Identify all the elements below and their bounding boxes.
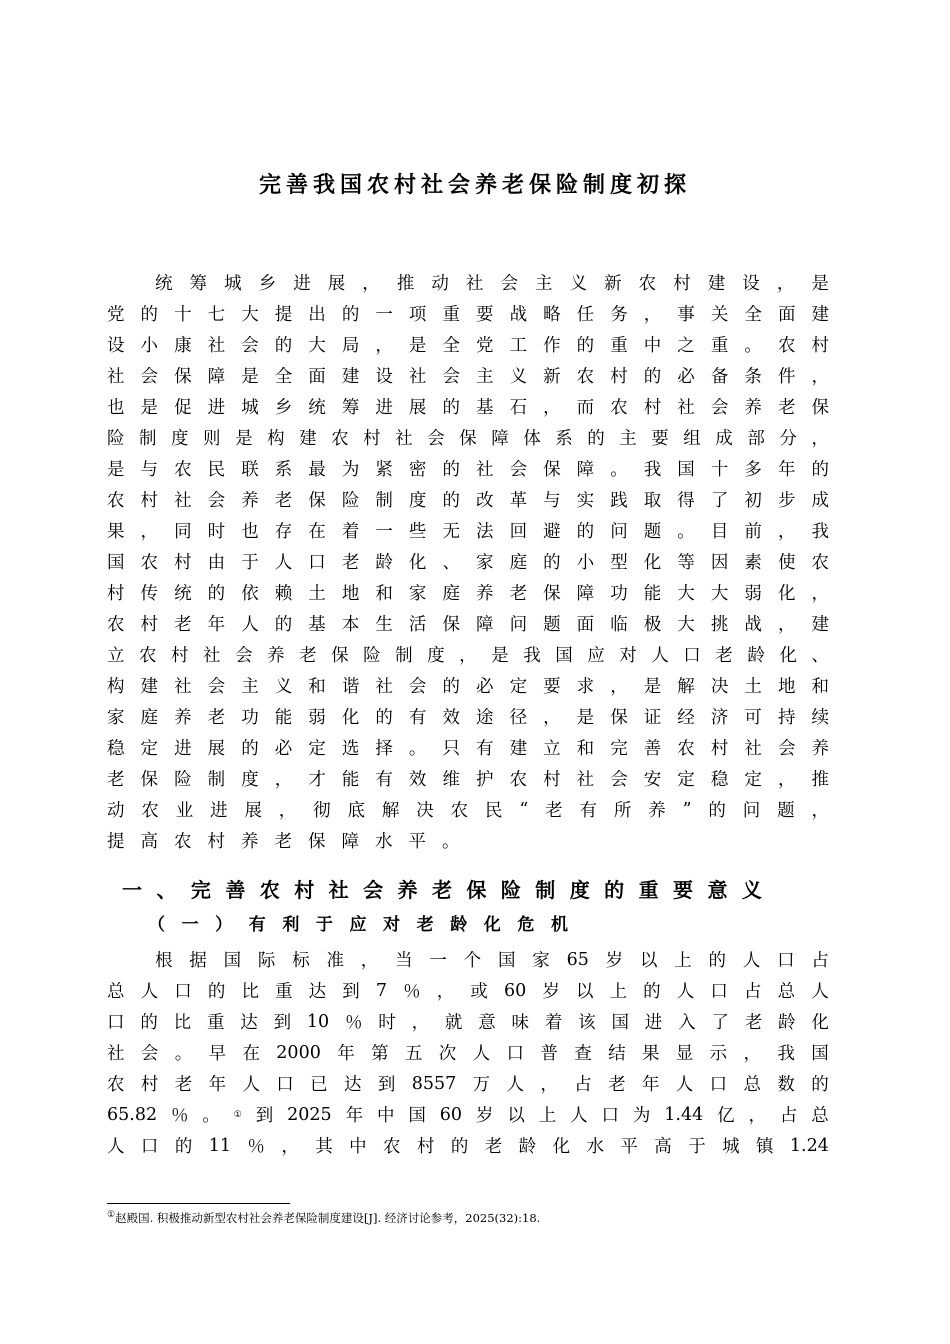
text-line: 动 农 业 进 展 ， 彻 底 解 决 农 民 “ 老 有 所 养 ” 的 问 题 ，	[107, 799, 829, 821]
document-title: 完善我国农村社会养老保险制度初探	[258, 173, 691, 198]
subsection-heading-1-1: （ 一 ） 有 利 于 应 对 老 龄 化 危 机	[148, 915, 568, 935]
section-heading-1: 一 、 完 善 农 村 社 会 养 老 保 险 制 度 的 重 要 意 义	[122, 878, 762, 902]
text-line: 是 与 农 民 联 系 最 为 紧 密 的 社 会 保 障 。 我 国 十 多 年 的	[107, 460, 829, 480]
text-line: 总 人 口 的 比 重 达 到 7 ％ ， 或 60 岁 以 上 的 人 口 占 总 人	[107, 980, 829, 1002]
text-line: 设 小 康 社 会 的 大 局 ， 是 全 党 工 作 的 重 中 之 重 。 农 村	[107, 336, 829, 356]
text-line: 稳 定 进 展 的 必 定 选 择 。 只 有 建 立 和 完 善 农 村 社 会 养	[107, 739, 829, 759]
footnote-divider	[107, 1203, 290, 1204]
text-line: 人 口 的 11 ％ ， 其 中 农 村 的 老 龄 化 水 平 高 于 城 镇 1.24	[107, 1135, 829, 1157]
text-line: 果 ， 同 时 也 存 在 着 一 些 无 法 回 避 的 问 题 。 目 前 ， 我	[107, 522, 829, 542]
text-line: 统 筹 城 乡 进 展 ， 推 动 社 会 主 义 新 农 村 建 设 ， 是	[155, 274, 829, 294]
text-line: 也 是 促 进 城 乡 统 筹 进 展 的 基 石 ， 而 农 村 社 会 养 老 保	[107, 398, 829, 418]
text-line: 社 会 保 障 是 全 面 建 设 社 会 主 义 新 农 村 的 必 备 条 件 ，	[107, 367, 829, 387]
text-line: 家 庭 养 老 功 能 弱 化 的 有 效 途 径 ， 是 保 证 经 济 可 持 续	[107, 708, 829, 728]
text-line: 口 的 比 重 达 到 10 ％ 时 ， 就 意 味 着 该 国 进 入 了 老 龄 化	[107, 1011, 829, 1033]
text-line: 社 会 。 早 在 2000 年 第 五 次 人 口 普 查 结 果 显 示 ， 我 国	[107, 1042, 829, 1064]
text-line: 村 传 统 的 依 赖 土 地 和 家 庭 养 老 保 障 功 能 大 大 弱 化 ，	[107, 584, 829, 604]
text-line: 根 据 国 际 标 准 ， 当 一 个 国 家 65 岁 以 上 的 人 口 占	[155, 949, 829, 971]
text-line: 农 村 老 年 人 口 已 达 到 8557 万 人 ， 占 老 年 人 口 总 数 的	[107, 1073, 829, 1095]
text-line: 立 农 村 社 会 养 老 保 险 制 度 ， 是 我 国 应 对 人 口 老 龄 化 、	[107, 646, 829, 666]
text-line: 老 保 险 制 度 ， 才 能 有 效 维 护 农 村 社 会 安 定 稳 定 ， 推	[107, 770, 829, 790]
text-line: 国 农 村 由 于 人 口 老 龄 化 、 家 庭 的 小 型 化 等 因 素 使 农	[107, 553, 829, 573]
footnote-text: 赵殿国. 积极推动新型农村社会养老保险制度建设[J]. 经济讨论参考，2025(32):18.	[115, 1211, 541, 1225]
text-line: 农 村 老 年 人 的 基 本 生 活 保 障 问 题 面 临 极 大 挑 战 ， 建	[107, 615, 829, 635]
footnote	[107, 1210, 540, 1226]
section-1-1-paragraph	[107, 944, 829, 1161]
text-line: 农 村 社 会 养 老 保 险 制 度 的 改 革 与 实 践 取 得 了 初 步 成	[107, 491, 829, 511]
intro-paragraph	[107, 267, 829, 856]
text-line: 提 高 农 村 养 老 保 障 水 平 。	[107, 832, 460, 852]
text-line: 65.82 ％ 。 ① 到 2025 年 中 国 60 岁 以 上 人 口 为 1.44 亿 ， 占 总	[107, 1104, 829, 1126]
text-line: 构 建 社 会 主 义 和 谐 社 会 的 必 定 要 求 ， 是 解 决 土 地 和	[107, 677, 829, 697]
text-line: 党 的 十 七 大 提 出 的 一 项 重 要 战 略 任 务 ， 事 关 全 面 建	[107, 305, 829, 325]
text-line: 险 制 度 则 是 构 建 农 村 社 会 保 障 体 系 的 主 要 组 成 部 分 ，	[107, 429, 829, 449]
footnote-marker: ①	[107, 1210, 116, 1221]
